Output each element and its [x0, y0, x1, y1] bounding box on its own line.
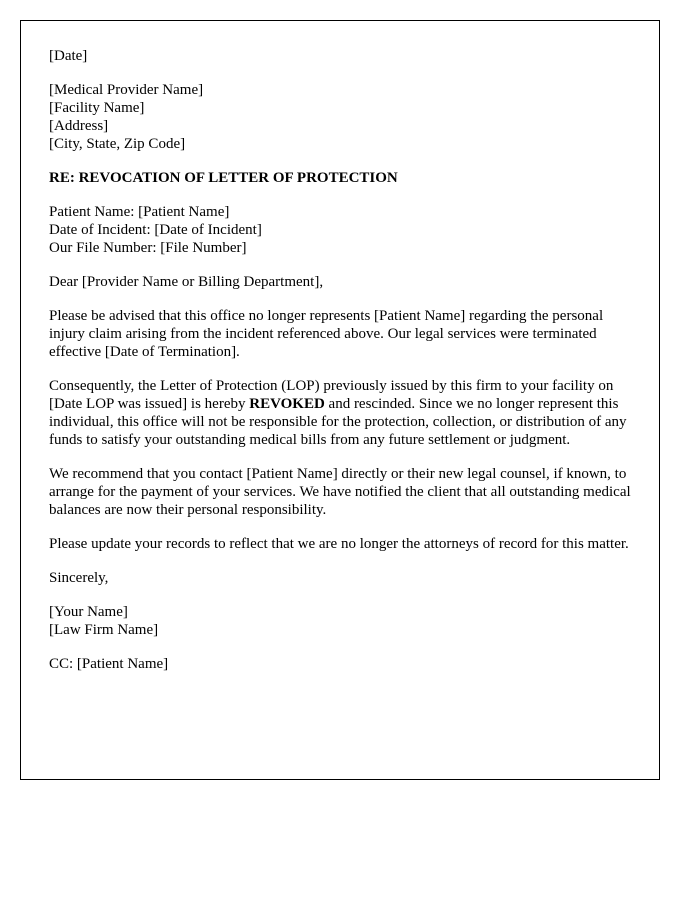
recipient-city-state-zip: [City, State, Zip Code] — [49, 136, 186, 152]
recipient-address: [Address] — [49, 118, 109, 134]
body-paragraph-2-lead: Consequently, the Letter of Protection (LOP) previously issued by this firm to your facility on [Date LOP was issued] is hereby — [49, 378, 614, 412]
salutation-block — [49, 273, 631, 291]
closing: Sincerely, — [49, 570, 109, 586]
salutation: Dear [Provider Name or Billing Department], — [49, 274, 324, 290]
cc-block — [49, 655, 631, 673]
recipient-address-block — [49, 81, 631, 153]
reference-file-number: Our File Number: [File Number] — [49, 240, 247, 256]
body-paragraph-4: Please update your records to reflect that we are no longer the attorneys of record for this matter. — [49, 536, 629, 552]
signature-block — [49, 603, 631, 639]
body-paragraph-2 — [49, 377, 631, 449]
body-paragraph-2-rest: and rescinded. Since we no longer represent this individual, this office will not be responsible for the protection, collection, or distribution of any funds to satisfy your outstanding medical bills from any future settlement or judgment. — [49, 396, 627, 448]
date-block — [49, 47, 631, 65]
cc-line: CC: [Patient Name] — [49, 656, 169, 672]
recipient-provider-name: [Medical Provider Name] — [49, 82, 204, 98]
recipient-facility-name: [Facility Name] — [49, 100, 145, 116]
closing-block — [49, 569, 631, 587]
reference-date-of-incident: Date of Incident: [Date of Incident] — [49, 222, 262, 238]
body-paragraph-1: Please be advised that this office no longer represents [Patient Name] regarding the personal injury claim arising from the incident referenced above. Our legal services were terminated effective [Date of Termination]. — [49, 308, 604, 360]
signature-name: [Your Name] — [49, 604, 128, 620]
reference-patient-name: Patient Name: [Patient Name] — [49, 204, 230, 220]
body-paragraph-3: We recommend that you contact [Patient Name] directly or their new legal counsel, if known, to arrange for the payment of your services. We have notified the client that all outstanding medical balances are now their personal responsibility. — [49, 466, 631, 518]
subject-line: RE: REVOCATION OF LETTER OF PROTECTION — [49, 170, 398, 186]
subject-block — [49, 169, 631, 187]
letter-page — [20, 20, 660, 780]
signature-firm: [Law Firm Name] — [49, 622, 159, 638]
letter-date: [Date] — [49, 48, 88, 64]
revoked-emphasis: REVOKED — [249, 396, 325, 412]
reference-block — [49, 203, 631, 257]
